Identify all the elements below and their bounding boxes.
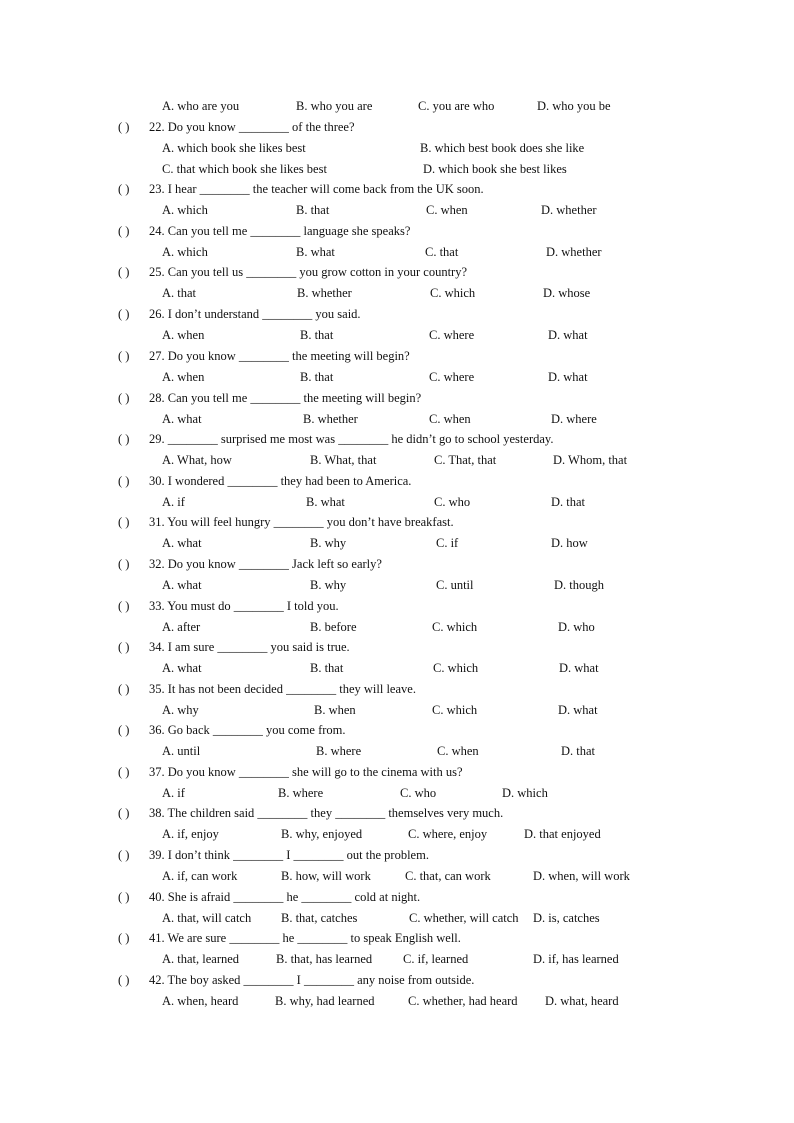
option-c: C. when: [429, 412, 471, 426]
question-text: 23. I hear ________ the teacher will come back from the UK soon.: [149, 182, 484, 196]
option-a: A. which: [162, 245, 208, 259]
option-d: D. when, will work: [533, 869, 630, 883]
option-b: B. how, will work: [281, 869, 371, 883]
answer-blank[interactable]: ( ): [118, 182, 130, 196]
option-d: D. who you be: [537, 99, 611, 113]
option-c: C. when: [426, 203, 468, 217]
answer-blank[interactable]: ( ): [118, 307, 130, 321]
option-a: A. when: [162, 370, 205, 384]
question-text: 26. I don’t understand ________ you said.: [149, 307, 361, 321]
option-a: A. what: [162, 578, 202, 592]
option-c: C. until: [436, 578, 474, 592]
answer-blank[interactable]: ( ): [118, 723, 130, 737]
option-a: A. what: [162, 661, 202, 675]
answer-blank[interactable]: ( ): [118, 224, 130, 238]
option-a: A. what: [162, 412, 202, 426]
answer-blank[interactable]: ( ): [118, 890, 130, 904]
option-b: B. which best book does she like: [420, 141, 585, 155]
option-b: B. when: [314, 703, 356, 717]
option-b: B. that: [300, 328, 334, 342]
answer-blank[interactable]: ( ): [118, 557, 130, 571]
question-text: 24. Can you tell me ________ language she speaks?: [149, 224, 411, 238]
options-row-21: [0, 96, 794, 116]
answer-blank[interactable]: ( ): [118, 349, 130, 363]
option-b: B. that, has learned: [276, 952, 373, 966]
option-b: B. that: [310, 661, 344, 675]
option-a: A. that, will catch: [162, 911, 252, 925]
option-b: B. that: [296, 203, 330, 217]
question-text: 32. Do you know ________ Jack left so early?: [149, 557, 382, 571]
option-c: C. that, can work: [405, 869, 491, 883]
option-a: A. if: [162, 495, 185, 509]
option-b: B. what: [306, 495, 345, 509]
answer-blank[interactable]: ( ): [118, 515, 130, 529]
option-c: C. when: [437, 744, 479, 758]
option-d: D. where: [551, 412, 597, 426]
option-b: B. whether: [297, 286, 352, 300]
option-c: C. which: [433, 661, 479, 675]
option-d: D. whether: [541, 203, 597, 217]
option-d: D. what: [558, 703, 598, 717]
option-d: D. which book she best likes: [423, 162, 567, 176]
answer-blank[interactable]: ( ): [118, 599, 130, 613]
question-text: 25. Can you tell us ________ you grow cotton in your country?: [149, 265, 468, 279]
option-d: D. whose: [543, 286, 591, 300]
option-c: C. which: [432, 703, 478, 717]
question-text: 27. Do you know ________ the meeting will begin?: [149, 349, 410, 363]
option-a: A. when: [162, 328, 205, 342]
option-b: B. where: [278, 786, 324, 800]
option-d: D. is, catches: [533, 911, 600, 925]
option-a: A. if, enjoy: [162, 827, 219, 841]
option-a: A. that, learned: [162, 952, 240, 966]
option-d: D. what, heard: [545, 994, 619, 1008]
option-c: C. that: [425, 245, 459, 259]
question-text: 41. We are sure ________ he ________ to speak English well.: [149, 931, 461, 945]
option-a: A. who are you: [162, 99, 240, 113]
option-d: D. though: [554, 578, 604, 592]
option-b: B. why: [310, 536, 347, 550]
question-text: 29. ________ surprised me most was ________ he didn’t go to school yesterday.: [149, 432, 554, 446]
answer-blank[interactable]: ( ): [118, 265, 130, 279]
option-d: D. that enjoyed: [524, 827, 601, 841]
option-a: A. which: [162, 203, 208, 217]
answer-blank[interactable]: ( ): [118, 973, 130, 987]
question-text: 31. You will feel hungry ________ you don’t have breakfast.: [149, 515, 454, 529]
option-b: B. before: [310, 620, 357, 634]
option-d: D. which: [502, 786, 548, 800]
answer-blank[interactable]: ( ): [118, 848, 130, 862]
option-d: D. what: [548, 370, 588, 384]
option-a: A. if, can work: [162, 869, 238, 883]
option-b: B. why, had learned: [275, 994, 375, 1008]
answer-blank[interactable]: ( ): [118, 765, 130, 779]
answer-blank[interactable]: ( ): [118, 682, 130, 696]
option-a: A. when, heard: [162, 994, 239, 1008]
option-d: D. who: [558, 620, 595, 634]
option-d: D. that: [551, 495, 586, 509]
option-b: B. what: [296, 245, 335, 259]
option-b: B. whether: [303, 412, 358, 426]
option-a: A. until: [162, 744, 201, 758]
option-c: C. you are who: [418, 99, 495, 113]
question-text: 38. The children said ________ they ________ themselves very much.: [149, 806, 504, 820]
option-b: B. where: [316, 744, 362, 758]
answer-blank[interactable]: ( ): [118, 640, 130, 654]
answer-blank[interactable]: ( ): [118, 474, 130, 488]
option-b: B. who you are: [296, 99, 373, 113]
option-b: B. why, enjoyed: [281, 827, 363, 841]
option-c: C. where, enjoy: [408, 827, 488, 841]
option-c: C. which: [432, 620, 478, 634]
answer-blank[interactable]: ( ): [118, 432, 130, 446]
option-c: C. who: [434, 495, 471, 509]
option-b: B. What, that: [310, 453, 377, 467]
question-text: 34. I am sure ________ you said is true.: [149, 640, 350, 654]
option-d: D. if, has learned: [533, 952, 619, 966]
answer-blank[interactable]: ( ): [118, 931, 130, 945]
option-d: D. Whom, that: [553, 453, 628, 467]
option-a: A. after: [162, 620, 201, 634]
question-text: 40. She is afraid ________ he ________ cold at night.: [149, 890, 421, 904]
option-c: C. who: [400, 786, 437, 800]
question-text: 39. I don’t think ________ I ________ out the problem.: [149, 848, 429, 862]
option-c: C. whether, had heard: [408, 994, 518, 1008]
option-d: D. what: [559, 661, 599, 675]
question-text: 33. You must do ________ I told you.: [149, 599, 339, 613]
option-c: C. That, that: [434, 453, 497, 467]
option-a: A. that: [162, 286, 197, 300]
question-text: 35. It has not been decided ________ they will leave.: [149, 682, 416, 696]
option-b: B. that: [300, 370, 334, 384]
answer-blank[interactable]: ( ): [118, 120, 130, 134]
option-a: A. why: [162, 703, 199, 717]
option-b: B. that, catches: [281, 911, 358, 925]
question-text: 28. Can you tell me ________ the meeting will begin?: [149, 391, 422, 405]
question-text: 36. Go back ________ you come from.: [149, 723, 346, 737]
option-d: D. that: [561, 744, 596, 758]
option-c: C. whether, will catch: [409, 911, 519, 925]
answer-blank[interactable]: ( ): [118, 391, 130, 405]
question-text: 22. Do you know ________ of the three?: [149, 120, 355, 134]
option-b: B. why: [310, 578, 347, 592]
option-c: C. which: [430, 286, 476, 300]
option-a: A. if: [162, 786, 185, 800]
option-c: C. that which book she likes best: [162, 162, 327, 176]
option-c: C. where: [429, 328, 475, 342]
question-text: 30. I wondered ________ they had been to America.: [149, 474, 412, 488]
option-c: C. if: [436, 536, 459, 550]
question-text: 42. The boy asked ________ I ________ any noise from outside.: [149, 973, 475, 987]
question-text: 37. Do you know ________ she will go to the cinema with us?: [149, 765, 463, 779]
option-c: C. if, learned: [403, 952, 469, 966]
option-c: C. where: [429, 370, 475, 384]
option-a: A. What, how: [162, 453, 232, 467]
option-d: D. whether: [546, 245, 602, 259]
option-d: D. how: [551, 536, 588, 550]
answer-blank[interactable]: ( ): [118, 806, 130, 820]
option-d: D. what: [548, 328, 588, 342]
option-a: A. what: [162, 536, 202, 550]
option-a: A. which book she likes best: [162, 141, 306, 155]
